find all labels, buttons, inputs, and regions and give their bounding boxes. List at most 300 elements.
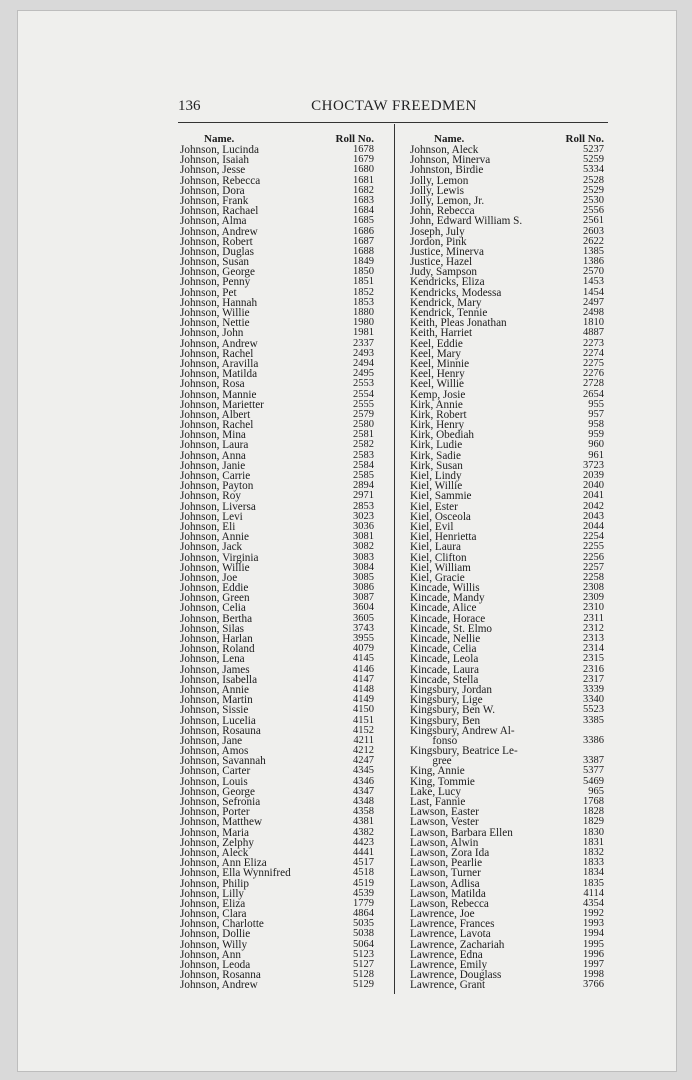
entry-name: Lawrence, Grant [410, 979, 486, 992]
entry-name: Johnson, George [180, 785, 255, 798]
entry-roll-number: 2256 [583, 551, 604, 563]
entry-roll-number: 1688 [353, 245, 374, 257]
header-rule [178, 122, 608, 123]
entry-roll-number: 2894 [353, 480, 374, 492]
entry-name: Kingsbury, Ben W. [410, 704, 496, 717]
entry-roll-number: 4441 [353, 846, 374, 858]
entry-roll-number: 2971 [353, 490, 374, 502]
entry-name: Johnson, Duglas [180, 245, 254, 258]
entry-roll-number: 2257 [583, 561, 604, 573]
entry-name: Lawrence, Emily [410, 959, 488, 971]
entry-roll-number: 2254 [583, 531, 604, 543]
entry-name: Johnson, Aravilla [180, 357, 259, 370]
entry-name: Keith, Pleas Jonathan [410, 317, 507, 330]
entry-roll-number: 1386 [583, 256, 604, 268]
entry-roll-number: 1852 [353, 286, 374, 298]
entry-roll-number: 4423 [353, 836, 374, 848]
entry-roll-number: 2579 [353, 408, 374, 420]
entry-roll-number: 3955 [353, 633, 374, 644]
entry-roll-number: 2275 [583, 357, 604, 369]
entry-name: Johnson, Levi [180, 510, 243, 523]
right-column [410, 134, 606, 991]
entry-name: Johnson, Payton [180, 480, 254, 493]
entry-roll-number: 2313 [583, 633, 604, 644]
entry-roll-number: 2529 [583, 184, 604, 196]
entry-name: Keel, Eddie [410, 337, 463, 350]
entry-roll-number: 1880 [353, 307, 374, 318]
entry-name: Johnson, Rachel [180, 419, 254, 432]
entry-roll-number: 4518 [353, 867, 374, 879]
entry-roll-number: 2309 [583, 592, 604, 604]
entry-name: Lawson, Barbara Ellen [410, 826, 513, 839]
entry-roll-number: 3083 [353, 551, 374, 563]
entry-name: Johnson, Silas [180, 622, 245, 635]
entry-roll-number: 1833 [583, 857, 604, 869]
entry-name: Johnson, Porter [180, 806, 250, 819]
entry-roll-number: 3386 [583, 734, 604, 746]
entry-roll-number: 2308 [583, 582, 604, 594]
entry-name: Kirk, Robert [410, 408, 467, 421]
entry-roll-number: 2495 [353, 368, 374, 380]
entry-name: Johnson, Janie [180, 459, 246, 472]
entry-name: Kincade, Alice [410, 602, 477, 615]
entry-name: Johnson, Lena [180, 653, 245, 666]
entry-name: Johnson, Harlan [180, 633, 253, 645]
entry-roll-number: 1684 [353, 205, 374, 217]
entry-roll-number: 2493 [353, 347, 374, 359]
entry-name: Johnson, Sissie [180, 704, 249, 717]
entry-name: Lawson, Vester [410, 816, 479, 829]
entry-roll-number: 1993 [583, 918, 604, 930]
entry-roll-number: 4519 [353, 877, 374, 889]
entry-name: Johnson, Leoda [180, 959, 251, 971]
entry-roll-number: 5523 [583, 704, 604, 716]
right-entries [410, 145, 606, 991]
roll-header: Roll No. [335, 133, 374, 145]
entry-name: Johnson, Charlotte [180, 918, 264, 931]
entry-name: Judy, Sampson [410, 266, 478, 279]
entry-name: Kiel, Osceola [410, 510, 471, 523]
entry-roll-number: 3087 [353, 592, 374, 604]
roll-header: Roll No. [565, 133, 604, 145]
entry-name: Johnson, Matilda [180, 368, 258, 381]
entry-roll-number: 1995 [583, 938, 604, 950]
entry-roll-number: 3605 [353, 612, 374, 624]
entry-roll-number: 960 [588, 439, 604, 451]
entry-roll-number: 3023 [353, 510, 374, 522]
entry-name: Johnston, Birdie [410, 164, 484, 177]
entry-name: Johnson, Celia [180, 602, 246, 615]
entry-name: Johnson, Andrew [180, 979, 258, 992]
entry-roll-number: 2312 [583, 622, 604, 634]
entry-roll-number: 3340 [583, 694, 604, 706]
entry-roll-number: 3766 [583, 979, 604, 991]
entry-roll-number: 1981 [353, 327, 374, 339]
entry-roll-number: 4151 [353, 714, 374, 726]
roll-entry [410, 705, 606, 715]
entry-roll-number: 5128 [353, 969, 374, 981]
entry-roll-number: 4358 [353, 806, 374, 818]
entry-roll-number: 2528 [583, 174, 604, 186]
entry-name: Johnson, Willie [180, 561, 250, 574]
left-entries [180, 145, 376, 991]
entry-name: Kiel, Laura [410, 541, 461, 554]
entry-name: Kingsbury, Andrew Al- [410, 724, 515, 737]
entry-name: Kingsbury, Jordan [410, 683, 492, 696]
page-title: CHOCTAW FREEDMEN [311, 98, 477, 114]
entry-name: Kirk, Sadie [410, 449, 461, 462]
entry-name: Johnson, Bertha [180, 612, 253, 625]
roll-entry [180, 868, 376, 878]
entry-name: Johnson, Ella Wynnifred [180, 867, 291, 880]
entry-roll-number: 4145 [353, 653, 374, 665]
entry-name: Johnson, Hannah [180, 296, 258, 309]
entry-name: Johnson, Rosa [180, 378, 245, 391]
entry-name: Lawrence, Zachariah [410, 938, 505, 951]
entry-roll-number: 2276 [583, 368, 604, 380]
entry-name: Johnson, Alma [180, 215, 247, 228]
entry-name: Johnson, Lilly [180, 887, 245, 900]
entry-roll-number: 5259 [583, 154, 604, 166]
entry-roll-number: 4114 [583, 887, 604, 899]
entry-roll-number: 1686 [353, 225, 374, 237]
entry-roll-number: 4211 [353, 734, 374, 746]
entry-name: Johnson, Ann [180, 948, 241, 961]
entry-name: Johnson, Liversa [180, 500, 256, 513]
entry-name: Johnson, Anna [180, 449, 246, 462]
entry-name: Lake, Lucy [410, 785, 461, 798]
entry-roll-number: 5064 [353, 938, 374, 950]
entry-roll-number: 1849 [353, 256, 374, 268]
entry-roll-number: 4147 [353, 673, 374, 685]
entry-roll-number: 1768 [583, 796, 604, 807]
entry-roll-number: 2580 [353, 419, 374, 431]
entry-name: John, Edward William S. [410, 215, 523, 228]
entry-roll-number: 2494 [353, 357, 374, 369]
roll-entry [180, 980, 376, 990]
entry-name: Johnson, Rachael [180, 205, 259, 218]
entry-name: Johnson, Nettie [180, 317, 250, 330]
entry-name: Johnson, Andrew [180, 337, 258, 350]
entry-name: Lawson, Pearlie [410, 857, 483, 870]
entry-roll-number: 2554 [353, 388, 374, 400]
entry-roll-number: 1980 [353, 317, 374, 329]
entry-name: Johnson, John [180, 327, 244, 340]
entry-name: Lawson, Adlisa [410, 877, 480, 890]
entry-roll-number: 2255 [583, 541, 604, 553]
entry-roll-number: 2258 [583, 571, 604, 583]
entry-roll-number: 3339 [583, 683, 604, 695]
entry-name: Lawson, Matilda [410, 887, 486, 900]
entry-name: Johnson, Maria [180, 826, 249, 839]
entry-roll-number: 4247 [353, 755, 374, 767]
entry-name: Kendricks, Eliza [410, 276, 485, 289]
entry-name: Jolly, Lemon [410, 174, 469, 187]
roll-entry [410, 216, 606, 226]
entry-name: Kiel, Ester [410, 500, 458, 513]
entry-roll-number: 2274 [583, 347, 604, 359]
entry-roll-number: 2555 [353, 398, 374, 410]
entry-roll-number: 4149 [353, 694, 374, 706]
entry-roll-number: 4382 [353, 826, 374, 838]
entry-roll-number: 2556 [583, 205, 604, 217]
page-number: 136 [178, 98, 201, 114]
entry-roll-number: 4381 [353, 816, 374, 828]
entry-name: Kirk, Annie [410, 398, 463, 411]
entry-name: Johnson, Sefronia [180, 796, 261, 808]
entry-roll-number: 5129 [353, 979, 374, 991]
entry-roll-number: 2316 [583, 663, 604, 675]
entry-roll-number: 2584 [353, 459, 374, 471]
entry-name: Kendricks, Modessa [410, 286, 502, 299]
entry-name: Kiel, Willie [410, 480, 463, 493]
entry-roll-number: 2314 [583, 643, 604, 655]
entry-roll-number: 2337 [353, 337, 374, 349]
entry-roll-number: 2553 [353, 378, 374, 390]
entry-name: Johnson, Laura [180, 439, 249, 452]
entry-roll-number: 4348 [353, 796, 374, 807]
entry-roll-number: 3082 [353, 541, 374, 553]
entry-name: Keel, Henry [410, 368, 465, 381]
entry-name: Lawrence, Douglass [410, 969, 502, 982]
entry-roll-number: 1853 [353, 296, 374, 308]
entry-name: Johnson, Rosanna [180, 969, 261, 982]
entry-name: Kirk, Susan [410, 459, 463, 472]
entry-name: Kingsbury, Ben [410, 714, 481, 727]
entry-name: Johnson, Rebecca [180, 174, 261, 187]
entry-name: Johnson, Susan [180, 256, 249, 269]
entry-roll-number: 1681 [353, 174, 374, 186]
entry-roll-number: 1851 [353, 276, 374, 288]
entry-roll-number: 1385 [583, 245, 604, 257]
entry-name: Johnson, Annie [180, 683, 249, 696]
entry-roll-number: 1850 [353, 266, 374, 278]
entry-roll-number: 4148 [353, 683, 374, 695]
entry-roll-number: 3387 [583, 755, 604, 767]
entry-roll-number: 5334 [583, 164, 604, 176]
entry-roll-number: 1992 [583, 908, 604, 920]
entry-roll-number: 1683 [353, 194, 374, 206]
entry-name: Kiel, Clifton [410, 551, 467, 564]
entry-roll-number: 3085 [353, 571, 374, 583]
entry-roll-number: 2310 [583, 602, 604, 614]
entry-name: Johnson, Martin [180, 694, 253, 707]
entry-roll-number: 2041 [583, 490, 604, 502]
entry-name: Johnson, Penny [180, 276, 251, 289]
entry-name: Johnson, Ann Eliza [180, 857, 267, 870]
entry-roll-number: 1680 [353, 164, 374, 176]
entry-roll-number: 1997 [583, 959, 604, 970]
entry-name: Justice, Minerva [410, 245, 484, 258]
entry-roll-number: 1682 [353, 184, 374, 196]
entry-name: Kingsbury, Lige [410, 694, 483, 707]
entry-roll-number: 3036 [353, 520, 374, 532]
entry-name: Johnson, Carrie [180, 470, 251, 482]
entry-name: gree [410, 755, 452, 768]
entry-name: Johnson, Minerva [410, 154, 491, 167]
entry-name: Kincade, Mandy [410, 592, 485, 605]
entry-name: Keel, Willie [410, 378, 465, 391]
entry-name: Johnson, Virginia [180, 551, 259, 564]
entry-name: Lawson, Zora Ida [410, 846, 490, 859]
entry-name: Kiel, Gracie [410, 571, 465, 584]
entry-name: Jolly, Lewis [410, 184, 464, 197]
entry-name: Johnson, Savannah [180, 755, 266, 768]
entry-name: King, Tommie [410, 775, 475, 788]
name-header: Name. [434, 133, 465, 145]
entry-name: Lawson, Turner [410, 867, 481, 880]
entry-roll-number: 1685 [353, 215, 374, 227]
entry-name: Keel, Mary [410, 347, 461, 360]
entry-roll-number: 3081 [353, 531, 374, 543]
entry-name: Johnson, Eddie [180, 582, 249, 595]
entry-roll-number: 4079 [353, 643, 374, 655]
entry-roll-number: 1835 [583, 877, 604, 889]
roll-entry [410, 379, 606, 389]
entry-roll-number: 2315 [583, 653, 604, 665]
entry-name: Last, Fannie [410, 796, 466, 808]
entry-roll-number: 1834 [583, 867, 604, 879]
entry-roll-number: 1678 [353, 144, 374, 155]
entry-roll-number: 1998 [583, 969, 604, 981]
entry-name: Johnson, James [180, 663, 250, 676]
entry-name: Johnson, Jack [180, 541, 243, 554]
entry-name: Kincade, Leola [410, 653, 479, 666]
entry-roll-number: 4212 [353, 745, 374, 757]
entry-name: Johnson, Rachel [180, 347, 254, 360]
entry-name: Johnson, Philip [180, 877, 250, 890]
entry-name: Johnson, Carter [180, 765, 251, 778]
entry-name: King, Annie [410, 765, 465, 778]
entry-roll-number: 2654 [583, 388, 604, 400]
entry-roll-number: 3723 [583, 459, 604, 471]
entry-roll-number: 2043 [583, 510, 604, 522]
entry-name: Kiel, Sammie [410, 490, 472, 503]
entry-name: fonso [410, 734, 458, 747]
entry-roll-number: 2581 [353, 429, 374, 441]
entry-name: Kirk, Henry [410, 419, 465, 432]
entry-roll-number: 5127 [353, 959, 374, 970]
entry-name: Johnson, Aleck [180, 846, 249, 859]
entry-name: Johnson, Aleck [410, 144, 479, 156]
entry-name: Johnson, Willy [180, 938, 248, 951]
entry-name: Johnson, Mannie [180, 388, 257, 401]
entry-roll-number: 5123 [353, 948, 374, 960]
entry-name: Johnson, Lucinda [180, 144, 259, 156]
entry-roll-number: 2040 [583, 480, 604, 492]
entry-roll-number: 3743 [353, 622, 374, 634]
entry-roll-number: 2603 [583, 225, 604, 237]
entry-roll-number: 5469 [583, 775, 604, 787]
entry-roll-number: 4152 [353, 724, 374, 736]
entry-name: Kendrick, Tennie [410, 307, 488, 319]
entry-roll-number: 4150 [353, 704, 374, 716]
entry-name: Johnson, Lucelia [180, 714, 256, 727]
entry-roll-number: 1994 [583, 928, 604, 940]
entry-name: Kincade, Celia [410, 643, 477, 656]
entry-roll-number: 1831 [583, 836, 604, 848]
entry-name: Kincade, Willis [410, 582, 480, 595]
entry-roll-number: 1996 [583, 948, 604, 960]
roll-entry [410, 542, 606, 552]
entry-name: Johnson, Albert [180, 408, 251, 421]
entry-roll-number: 2044 [583, 520, 604, 532]
entry-name: Lawson, Easter [410, 806, 479, 819]
page-header [178, 98, 608, 116]
entry-roll-number: 4354 [583, 897, 604, 909]
entry-name: Johnson, Mina [180, 429, 246, 442]
entry-name: Johnson, Pet [180, 286, 237, 299]
entry-roll-number: 1779 [353, 897, 374, 909]
entry-name: Kendrick, Mary [410, 296, 482, 309]
entry-roll-number: 5237 [583, 144, 604, 155]
entry-roll-number: 1679 [353, 154, 374, 166]
entry-name: Johnson, Roy [180, 490, 241, 503]
entry-roll-number: 2728 [583, 378, 604, 390]
entry-roll-number: 3604 [353, 602, 374, 614]
entry-roll-number: 2853 [353, 500, 374, 512]
entry-name: Kincade, Laura [410, 663, 479, 676]
entry-roll-number: 1687 [353, 235, 374, 247]
entry-roll-number: 955 [588, 398, 604, 410]
entry-name: Lawrence, Edna [410, 948, 483, 961]
entry-roll-number: 1832 [583, 846, 604, 858]
entry-roll-number: 3084 [353, 561, 374, 573]
entry-name: Kemp, Josie [410, 388, 466, 401]
entry-roll-number: 961 [588, 449, 604, 461]
entry-roll-number: 2317 [583, 673, 604, 685]
entry-name: Johnson, Jane [180, 734, 243, 747]
entry-name: Johnson, Dollie [180, 928, 251, 941]
entry-roll-number: 2497 [583, 296, 604, 308]
entry-name: Johnson, Willie [180, 307, 250, 319]
entry-roll-number: 2583 [353, 449, 374, 461]
entry-name: Johnson, Joe [180, 571, 238, 584]
entry-roll-number: 4539 [353, 887, 374, 899]
entry-name: Lawrence, Frances [410, 918, 495, 931]
entry-roll-number: 3385 [583, 714, 604, 726]
entry-name: Kirk, Obediah [410, 429, 475, 442]
roll-entry [180, 705, 376, 715]
entry-name: Johnson, Isabella [180, 673, 258, 686]
entry-name: Kincade, Nellie [410, 633, 481, 645]
entry-name: Johnson, Andrew [180, 225, 258, 238]
entry-name: Kirk, Ludie [410, 439, 463, 452]
entry-name: Johnson, Amos [180, 745, 249, 758]
entry-roll-number: 1810 [583, 317, 604, 329]
entry-name: John, Rebecca [410, 205, 475, 218]
entry-roll-number: 5035 [353, 918, 374, 930]
column-divider [394, 124, 395, 994]
entry-roll-number: 4346 [353, 775, 374, 787]
entry-roll-number: 2042 [583, 500, 604, 512]
entry-name: Johnson, Zelphy [180, 836, 254, 849]
roll-entry [180, 542, 376, 552]
entry-name: Johnson, Jesse [180, 164, 246, 177]
entry-roll-number: 2585 [353, 470, 374, 481]
entry-roll-number: 5038 [353, 928, 374, 940]
entry-roll-number: 2582 [353, 439, 374, 451]
entry-name: Johnson, Matthew [180, 816, 263, 829]
entry-name: Johnson, Annie [180, 531, 249, 544]
entry-name: Keel, Minnie [410, 357, 470, 370]
entry-roll-number: 4345 [353, 765, 374, 777]
entry-name: Lawrence, Lavota [410, 928, 491, 941]
entry-name: Kiel, Lindy [410, 470, 462, 482]
entry-name: Lawson, Alwin [410, 836, 479, 849]
entry-name: Kiel, William [410, 561, 471, 574]
entry-roll-number: 1453 [583, 276, 604, 288]
